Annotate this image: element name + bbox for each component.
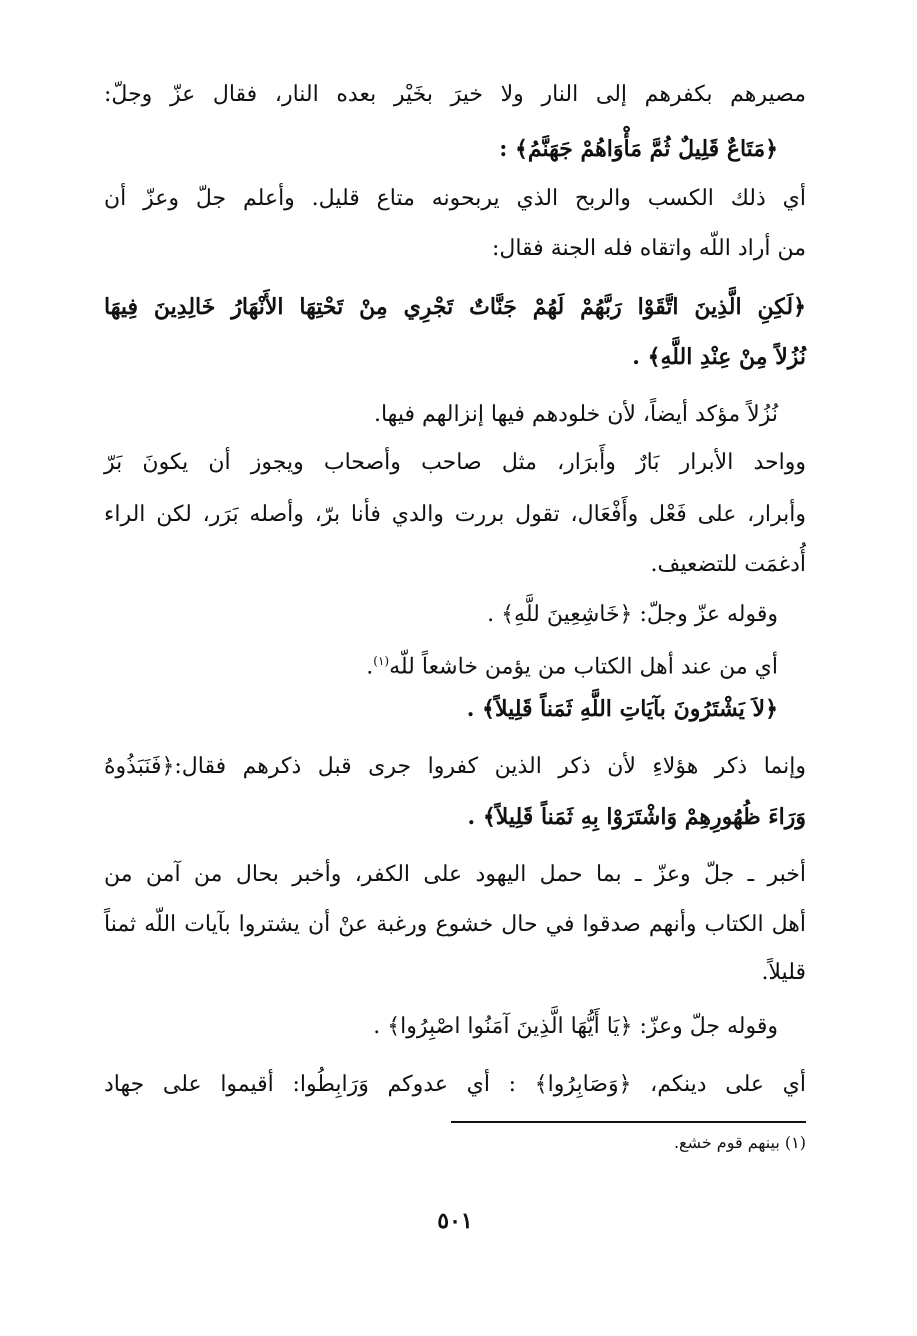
text-line: أهل الكتاب وأنهم صدقوا في حال خشوع ورغبة عنْ أن يشتروا بآيات اللّه ثمناً <box>104 912 806 937</box>
page-number: ٥٠١ <box>437 1208 473 1234</box>
text-line: وأبرار، على فَعْل وأَفْعَال، تقول بررت والدي فأنا برّ، وأصله بَرَر، لكن الراء <box>104 502 806 527</box>
text-line: أي على دينكم، ﴿وَصَابِرُوا﴾ : أي عدوكم وَرَابِطُوا: أقيموا على جهاد <box>104 1072 806 1097</box>
quran-verse: وَرَاءَ ظُهُورِهِمْ وَاشْتَرَوْا بِهِ ثَمَناً قَلِيلاً﴾ . <box>467 804 806 830</box>
text-line: مصيرهم بكفرهم إلى النار ولا خيرَ بخَيْر بعده النار، فقال عزّ وجلّ: <box>104 82 806 107</box>
text-line: أي ذلك الكسب والربح الذي يربحونه متاع قليل. وأعلم جلّ وعزّ أن <box>104 186 806 211</box>
text-line: وقوله عزّ وجلّ: ﴿خَاشِعِينَ للَّهِ﴾ . <box>487 602 778 627</box>
book-page <box>104 58 806 1298</box>
quran-verse: ﴿مَتَاعٌ قَلِيلٌ ثُمَّ مَأْوَاهُمْ جَهَنَّمُ﴾ : <box>499 136 778 162</box>
text-segment: . <box>366 654 374 680</box>
footnote-marker: (١) <box>373 654 390 668</box>
quran-verse: نُزُلاً مِنْ عِنْدِ اللَّهِ﴾ . <box>632 344 806 370</box>
text-line: نُزُلاً مؤكد أيضاً، لأن خلودهم فيها إنزالهم فيها. <box>373 402 778 427</box>
footnote: (١) بينهم قوم خشع. <box>673 1133 806 1152</box>
text-line: وإنما ذكر هؤلاءِ لأن ذكر الذين كفروا جرى قبل ذكرهم فقال:﴿فَنَبَذُوهُ <box>104 754 806 779</box>
text-line <box>366 644 778 684</box>
text-line: قليلاً. <box>761 960 806 985</box>
quran-verse: ﴿لاَ يَشْتَرُونَ بآيَاتِ اللَّهِ ثَمَناً قَلِيلاً﴾ . <box>466 696 778 722</box>
text-line: أخبر ـ جلّ وعزّ ـ بما حمل اليهود على الكفر، وأخبر بحال من آمن من <box>104 862 806 887</box>
text-segment: أي من عند أهل الكتاب من يؤمن خاشعاً للّه <box>389 654 778 680</box>
text-line: وواحد الأبرار بَارٌ وأَبرَار، مثل صاحب وأصحاب ويجوز أن يكونَ بَرّ <box>104 450 806 475</box>
footnote-divider <box>451 1121 806 1123</box>
text-line: أُدغمَت للتضعيف. <box>650 552 806 577</box>
text-line: وقوله جلّ وعزّ: ﴿يَا أَيُّهَا الَّذِينَ آمَنُوا اصْبِرُوا﴾ . <box>373 1014 778 1039</box>
text-line: من أراد اللّه واتقاه فله الجنة فقال: <box>491 236 806 261</box>
quran-verse: ﴿لَكِنِ الَّذِينَ اتَّقَوْا رَبَّهُمْ لَهُمْ جَنَّاتٌ تَجْرِي مِنْ تَحْتِهَا الأَنْهَارُ خَالِدِينَ فِيهَا <box>104 294 806 320</box>
